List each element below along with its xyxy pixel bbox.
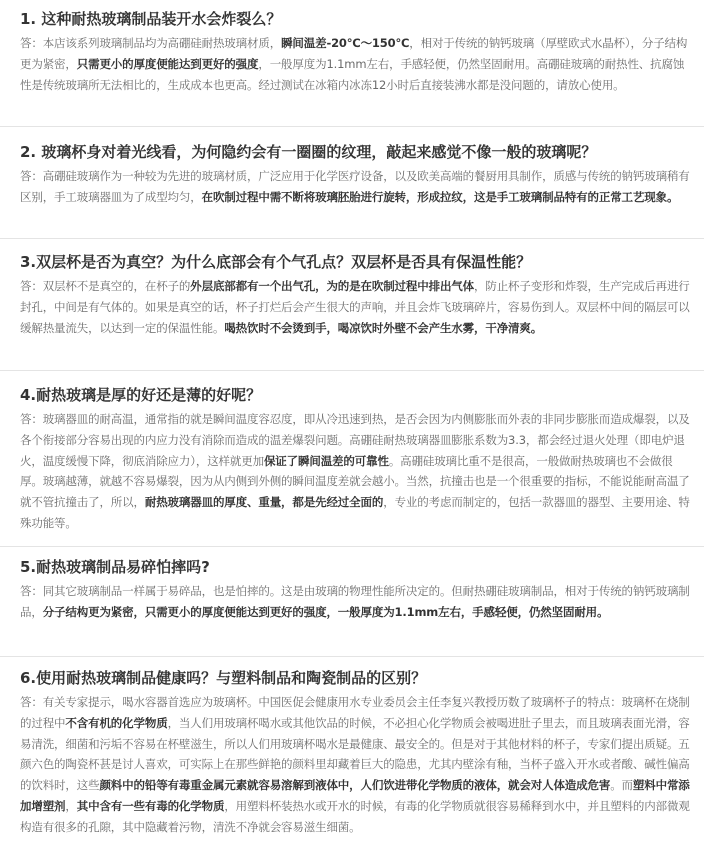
answer-text: 。高硼硅玻璃比重不是很高，一般做耐热玻璃也不会做很厚。玻璃越薄，就越不容易爆裂，因为从内侧到外侧的瞬间温度差就会越小。当然，抗撞击也是一个很重要的指标，不能说能耐高温了就不管抗撞击了，所以， <box>20 453 690 510</box>
faq-answer <box>20 692 694 838</box>
answer-emphasis: 瞬间温差-20℃～150℃ <box>281 36 410 50</box>
answer-text: ，用塑料杯装热水或开水的时候，有毒的化学物质就很容易稀释到水中，并且塑料的内部微观构造有很多的孔隙，其中隐藏着污物，清洗不净就会容易滋生细菌。 <box>20 798 690 834</box>
answer-text: 答：本店该系列玻璃制品均为高硼硅耐热玻璃材质， <box>20 36 282 50</box>
faq-question: 5.耐热玻璃制品易碎怕摔吗? <box>20 558 210 576</box>
faq-question: 3.双层杯是否为真空？为什么底部会有个气孔点？双层杯是否具有保温性能？ <box>20 253 532 271</box>
faq-item-2 <box>20 142 694 208</box>
answer-text: 。而 <box>610 778 633 793</box>
faq-answer <box>20 409 694 534</box>
answer-emphasis: 不含有机的化学物质 <box>65 715 168 730</box>
answer-text: 答：双层杯不是真空的，在杯子的 <box>20 279 191 293</box>
faq-answer <box>20 581 694 623</box>
answer-text: ，当人们用玻璃杯喝水或其他饮品的时候，不必担心化学物质会被喝进肚子里去，而且玻璃表面光滑，容易清洗，细菌和污垢不容易在杯壁滋生，所以人们用玻璃杯喝水是最健康、最安全的。但是对于其他材料的杯子，专家们提出质疑。五颜六色的陶瓷杯甚是讨人喜欢，可实际上在那些鲜艳的颜料里却藏着巨大的隐患，尤其内壁涂有釉，当杯子盛入开水或者酸、碱性偏高的饮料时，这些 <box>20 715 690 793</box>
faq-item-3 <box>20 252 694 338</box>
faq-answer <box>20 276 694 338</box>
faq-item-1 <box>20 9 694 95</box>
faq-answer <box>20 166 694 208</box>
answer-text: 答：玻璃器皿的耐高温，通常指的就是瞬间温度容忍度，即从冷迅速到热，是否会因为内侧膨胀而外表的非同步膨胀而造成爆裂，以及各个衔接部分容易出现的内应力没有消除而造成的温差爆裂问题。高硼硅耐热玻璃器皿膨胀系数为3.3，都会经过退火处理（即电炉退火，温度缓慢下降，彻底消除应力），这样就更加 <box>20 412 690 468</box>
answer-text: 答：同其它玻璃制品一样属于易碎品，也是怕摔的。这是由玻璃的物理性能所决定的。但耐热硼硅玻璃制品，相对于传统的钠钙玻璃制品， <box>20 584 690 619</box>
answer-text: 答：有关专家提示，喝水容器首选应为玻璃杯。中国医促会健康用水专业委员会主任李复兴教授历数了玻璃杯子的特点：玻璃杯在烧制的过程中 <box>20 695 690 730</box>
faq-question: 4.耐热玻璃是厚的好还是薄的好呢？ <box>20 386 262 404</box>
answer-emphasis: 塑料中常添加增塑剂 <box>20 778 690 813</box>
answer-text: ，相对于传统的钠钙玻璃（厚壁欧式水晶杯），分子结构更为紧密， <box>20 36 688 71</box>
divider <box>0 656 704 657</box>
answer-text: ，一般厚度为1.1mm左右，手感轻便，仍然坚固耐用。高硼硅玻璃的耐热性、抗腐蚀性是传统玻璃所无法相比的，生成成本也更高。经过测试在冰箱内冰冻12小时后直接装沸水都是没问题的，请放心使用。 <box>20 56 685 92</box>
divider <box>0 238 704 239</box>
faq-item-6 <box>20 668 694 838</box>
faq-item-4 <box>20 385 694 534</box>
answer-emphasis: 其中含有一些有毒的化学物质 <box>76 798 225 813</box>
faq-answer <box>20 33 694 95</box>
answer-emphasis: 分子结构更为紧密，只需更小的厚度便能达到更好的强度，一般厚度为1.1mm左右，手感轻便，仍然坚固耐用。 <box>42 604 609 619</box>
faq-question: 2. 玻璃杯身对着光线看，为何隐约会有一圈圈的纹理，敲起来感觉不像一般的玻璃呢？ <box>20 143 597 161</box>
faq-question: 1. 这种耐热玻璃制品装开水会炸裂么？ <box>20 10 282 28</box>
divider <box>0 126 704 127</box>
answer-emphasis: 喝热饮时不会烫到手，喝凉饮时外壁不会产生水雾，干净清爽。 <box>224 320 543 335</box>
answer-emphasis: 颜料中的铅等有毒重金属元素就容易溶解到液体中，人们饮进带化学物质的液体，就会对人体造成危害 <box>99 778 611 793</box>
faq-item-5 <box>20 557 694 623</box>
divider <box>0 370 704 371</box>
answer-emphasis: 只需更小的厚度便能达到更好的强度 <box>76 56 259 71</box>
answer-text: ，专业的考虑而制定的，包括一款器皿的器型、主要用途、特殊功能等。 <box>20 495 690 530</box>
answer-text: 答：高硼硅玻璃作为一种较为先进的玻璃材质，广泛应用于化学医疗设备，以及欧美高端的餐厨用具制作，质感与传统的钠钙玻璃稍有区别，手工玻璃器皿为了成型均匀， <box>20 169 690 204</box>
answer-emphasis: 在吹制过程中需不断将玻璃胚胎进行旋转，形成拉纹，这是手工玻璃制品特有的正常工艺现象。 <box>201 189 679 204</box>
answer-emphasis: 外层底部都有一个出气孔，为的是在吹制过程中排出气体 <box>190 279 474 293</box>
answer-text: ，防止杯子变形和炸裂，生产完成后再进行封孔，中间是有气体的。如果是真空的话，杯子打烂后会产生很大的声响，并且会炸飞玻璃碎片，容易伤到人。双层杯中间的隔层可以缓解热量流失，以达到一定的保温性能。 <box>20 279 690 335</box>
answer-text: ， <box>65 798 77 813</box>
answer-emphasis: 保证了瞬间温差的可靠性 <box>263 453 389 468</box>
divider <box>0 546 704 547</box>
answer-emphasis: 耐热玻璃器皿的厚度、重量，都是先经过全面的 <box>144 495 384 510</box>
faq-question: 6.使用耐热玻璃制品健康吗？与塑料制品和陶瓷制品的区别？ <box>20 669 427 687</box>
